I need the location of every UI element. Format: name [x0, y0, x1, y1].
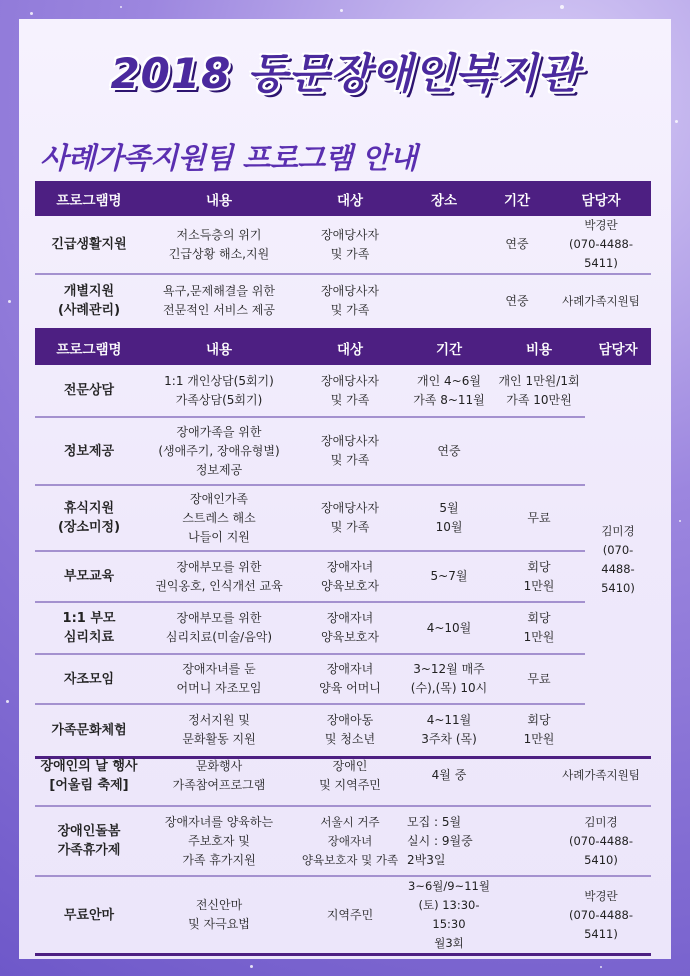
sparkle [250, 965, 253, 968]
sparkle [675, 120, 678, 123]
program-target: 장애자녀 양육 어머니 [295, 654, 405, 704]
program-cost [493, 806, 551, 876]
table-row [35, 216, 651, 274]
program-period: 모집 : 5월 실시 : 9월중 2박3일 [405, 806, 493, 876]
sparkle [560, 5, 564, 9]
table-row [35, 746, 651, 806]
program-name: 전문상담 [35, 365, 143, 417]
program-target: 장애당사자 및 가족 [295, 485, 405, 551]
program-cost: 무료 [493, 485, 585, 551]
program-name: 긴급생활지원 [35, 216, 143, 274]
header-period: 기간 [483, 181, 551, 216]
program-name: 자조모임 [35, 654, 143, 704]
program-cost: 회당 1만원 [493, 551, 585, 602]
program-content: 장애인가족 스트레스 해소 나들이 지원 [143, 485, 295, 551]
program-manager: 김미경 (070-4488-5410) [585, 365, 651, 757]
sparkle [120, 6, 122, 8]
table-row [35, 806, 651, 876]
program-target: 장애자녀 양육보호자 [295, 602, 405, 654]
table-row [35, 551, 651, 602]
sparkle [8, 300, 11, 303]
program-content: 장애자녀를 양육하는 주보호자 및 가족 휴가지원 [143, 806, 295, 876]
program-period: 3~12월 매주 (수),(목) 10시 [405, 654, 493, 704]
program-period: 3~6월/9~11월 (토) 13:30-15:30 월3회 [405, 876, 493, 955]
page-title: 2018 동문장애인복지관 [110, 49, 580, 98]
program-target: 장애자녀 양육보호자 [295, 551, 405, 602]
program-content: 장애부모를 위한 심리치료(미술/음악) [143, 602, 295, 654]
program-target: 서울시 거주 장애자녀 양육보호자 및 가족 [295, 806, 405, 876]
program-cost: 회당 1만원 [493, 602, 585, 654]
header-content: 내용 [143, 181, 295, 216]
sparkle [679, 520, 681, 522]
program-content: 장애가족을 위한 (생애주기, 장애유형별) 정보제공 [143, 417, 295, 485]
program-table-general [35, 181, 651, 331]
program-manager: 박경란 (070-4488-5411) [551, 876, 651, 955]
program-period: 4월 중 [405, 746, 493, 806]
header-program: 프로그램명 [35, 330, 143, 365]
header-manager: 담당자 [585, 330, 651, 365]
table-row [35, 654, 651, 704]
table-row [35, 365, 651, 417]
table-row [35, 274, 651, 329]
program-target: 장애당사자 및 가족 [295, 365, 405, 417]
program-period: 5~7월 [405, 551, 493, 602]
program-content: 정서지원 및 문화활동 지원 [143, 704, 295, 757]
program-cost: 무료 [493, 654, 585, 704]
program-target: 장애인 및 지역주민 [295, 746, 405, 806]
program-place [405, 216, 483, 274]
program-target: 장애아동 및 청소년 [295, 704, 405, 757]
program-period: 4~11월 3주차 (목) [405, 704, 493, 757]
table-header-row [35, 330, 651, 365]
program-name: 휴식지원 (장소미정) [35, 485, 143, 551]
program-period: 5월 10월 [405, 485, 493, 551]
program-target: 장애당사자 및 가족 [295, 216, 405, 274]
table-row [35, 485, 651, 551]
program-period: 연중 [483, 216, 551, 274]
program-period: 4~10월 [405, 602, 493, 654]
header-manager: 담당자 [551, 181, 651, 216]
table-row [35, 417, 651, 485]
table-row [35, 876, 651, 955]
program-name: 장애인의 날 행사 [어울림 축제] [35, 746, 143, 806]
program-content: 욕구,문제해결을 위한 전문적인 서비스 제공 [143, 274, 295, 329]
program-manager: 사례가족지원팀 [551, 746, 651, 806]
sparkle [30, 12, 33, 15]
header-target: 대상 [295, 181, 405, 216]
program-content: 장애자녀를 둔 어머니 자조모임 [143, 654, 295, 704]
program-content: 1:1 개인상담(5회기) 가족상담(5회기) [143, 365, 295, 417]
program-cost: 개인 1만원/1회 가족 10만원 [493, 365, 585, 417]
program-manager: 박경란 (070-4488-5411) [551, 216, 651, 274]
header-place: 장소 [405, 181, 483, 216]
program-target: 장애당사자 및 가족 [295, 417, 405, 485]
program-content: 장애부모를 위한 권익옹호, 인식개선 교육 [143, 551, 295, 602]
program-name: 무료안마 [35, 876, 143, 955]
program-cost [493, 876, 551, 955]
table-header-row [35, 181, 651, 216]
program-target: 장애당사자 및 가족 [295, 274, 405, 329]
program-content: 문화행사 가족참여프로그램 [143, 746, 295, 806]
program-name: 1:1 부모 심리치료 [35, 602, 143, 654]
header-content: 내용 [143, 330, 295, 365]
program-manager: 김미경 (070-4488-5410) [551, 806, 651, 876]
program-name: 가족문화체험 [35, 704, 143, 757]
program-cost [493, 746, 551, 806]
page-subtitle: 사례가족지원팀 프로그램 안내 [40, 141, 417, 175]
program-target: 지역주민 [295, 876, 405, 955]
program-content: 저소득층의 위기 긴급상황 해소,지원 [143, 216, 295, 274]
program-place [405, 274, 483, 329]
table-row [35, 602, 651, 654]
header-target: 대상 [295, 330, 405, 365]
sparkle [6, 700, 9, 703]
header-program: 프로그램명 [35, 181, 143, 216]
program-period: 연중 [483, 274, 551, 329]
sparkle [600, 966, 602, 968]
program-name: 정보제공 [35, 417, 143, 485]
program-table-events [35, 746, 651, 956]
program-name: 개별지원 (사례관리) [35, 274, 143, 329]
program-manager: 사례가족지원팀 [551, 274, 651, 329]
program-name: 장애인돌봄 가족휴가제 [35, 806, 143, 876]
program-period: 개인 4~6월 가족 8~11월 [405, 365, 493, 417]
header-period: 기간 [405, 330, 493, 365]
program-period: 연중 [405, 417, 493, 485]
sparkle [340, 9, 343, 12]
program-table-family [35, 330, 651, 759]
program-cost: 회당 1만원 [493, 704, 585, 757]
program-cost [493, 417, 585, 485]
header-cost: 비용 [493, 330, 585, 365]
program-name: 부모교육 [35, 551, 143, 602]
program-content: 전신안마 및 자극요법 [143, 876, 295, 955]
